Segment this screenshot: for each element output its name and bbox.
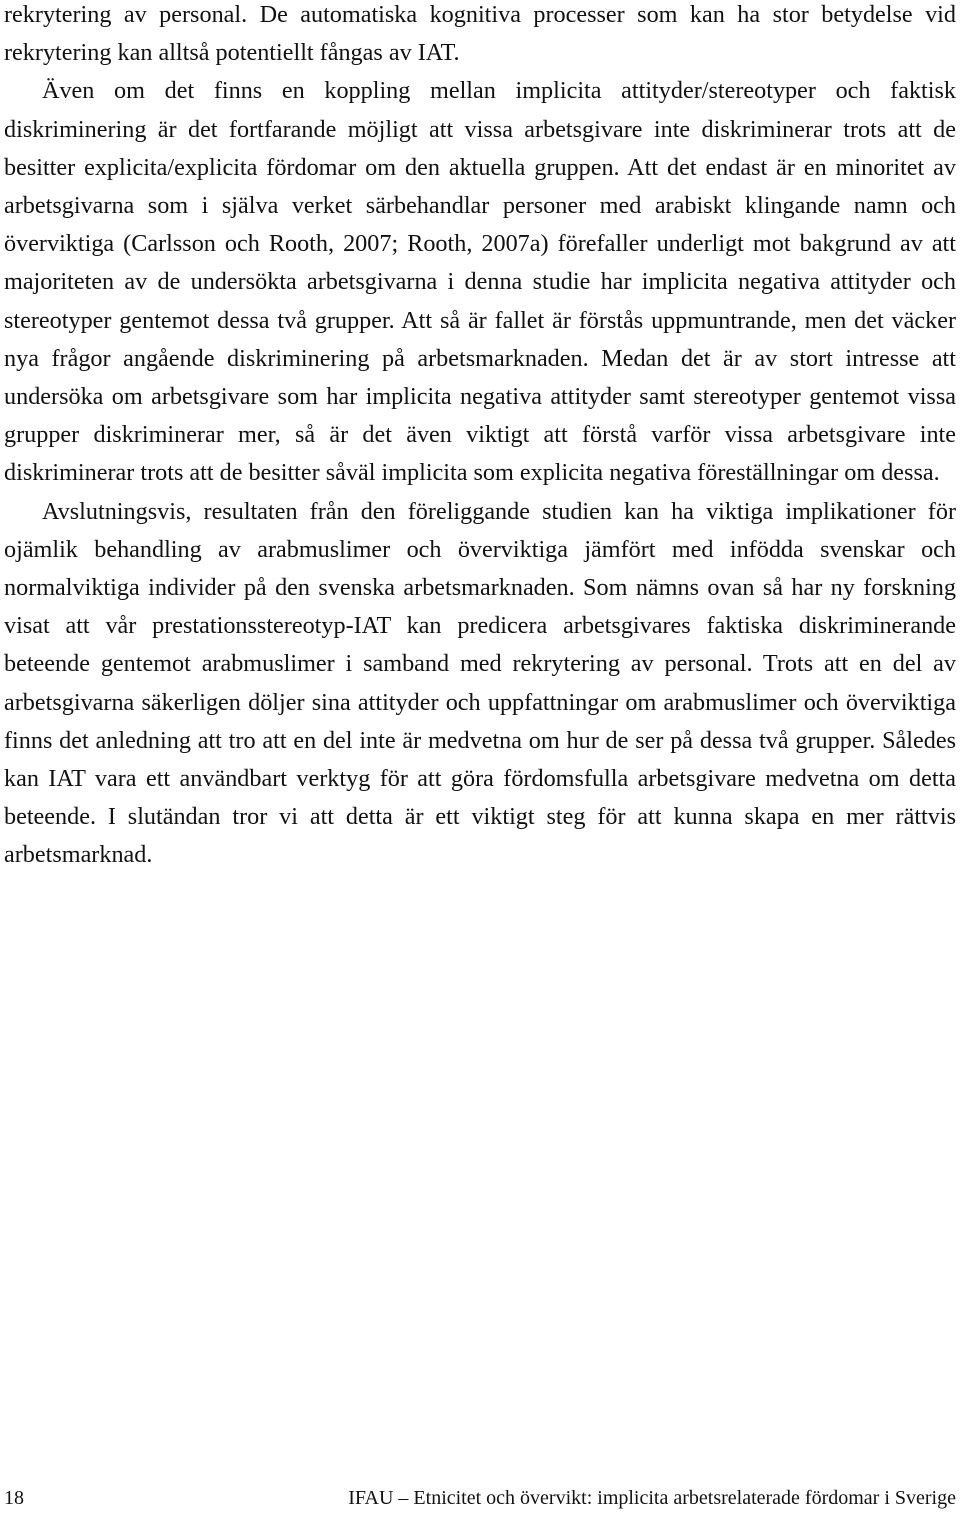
page-number: 18 [4, 1487, 24, 1509]
paragraph-continuation: rekrytering av personal. De automatiska kognitiva processer som kan ha stor betydelse vid rekrytering kan alltså potentiellt fångas av IAT. [4, 1, 956, 67]
paragraph-conclusion: Avslutningsvis, resultaten från den föreliggande studien kan ha viktiga implikationer för ojämlik behandling av arabmuslimer och överviktiga jämfört med infödda svenskar och normalviktiga individer på den svenska arbetsmarknaden. Som nämns ovan så har ny forskning visat att vår prestationsstereotyp-IAT kan predicera arbetsgivares faktiska diskriminerande beteende gentemot arabmuslimer i samband med rekrytering av personal. Trots att en del av arbetsgivarna säkerligen döljer sina attityder och uppfattningar om arabmuslimer och överviktiga finns det anledning att tro att en del inte är medvetna om hur de ser på dessa två grupper. Således kan IAT vara ett användbart verktyg för att göra fördomsfulla arbetsgivare medvetna om detta beteende. I slutändan tror vi att detta är ett viktigt steg för att kunna skapa en mer rättvis arbetsmarknad. [4, 497, 956, 869]
body-text [4, 0, 956, 875]
paragraph-implicit-attitudes: Även om det finns en koppling mellan implicita attityder/stereotyper och faktisk diskriminering är det fortfarande möjligt att vissa arbetsgivare inte diskriminerar trots att de besitter explicita/explicita fördomar om den aktuella gruppen. Att det endast är en minoritet av arbetsgivarna som i själva verket särbehandlar personer med arabiskt klingande namn och överviktiga (Carlsson och Rooth, 2007; Rooth, 2007a) förefaller underligt mot bakgrund av att majoriteten av de undersökta arbetsgivarna i denna studie har implicita negativa attityder och stereotyper gentemot dessa två grupper. Att så är fallet är förstås uppmuntrande, men det väcker nya frågor angående diskriminering på arbetsmarknaden. Medan det är av stort intresse att undersöka om arbetsgivare som har implicita negativa attityder samt stereotyper gentemot vissa grupper diskriminerar mer, så är det även viktigt att förstå varför vissa arbetsgivare inte diskriminerar trots att de besitter såväl implicita som explicita negativa föreställningar om dessa. [4, 77, 956, 487]
page-footer [4, 1484, 956, 1514]
running-footer-title: IFAU – Etnicitet och övervikt: implicita arbetsrelaterade fördomar i Sverige [348, 1487, 956, 1509]
